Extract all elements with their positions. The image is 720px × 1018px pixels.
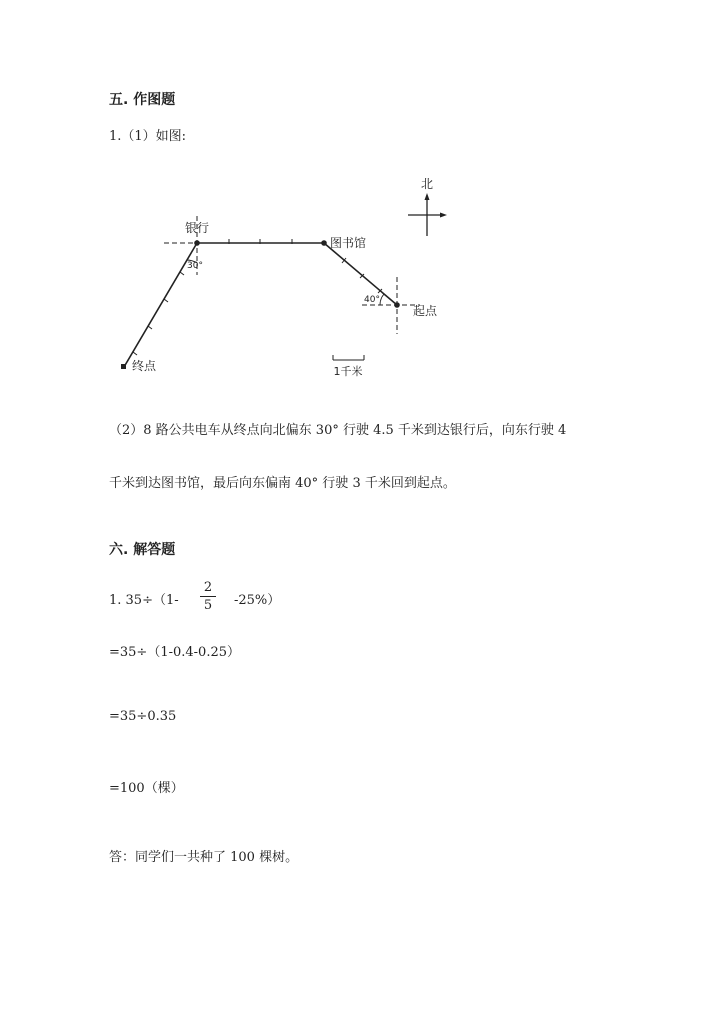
- bank-point: [194, 240, 200, 246]
- calc-line3: =35÷0.35: [109, 709, 177, 724]
- scale-label: 1千米: [333, 365, 363, 378]
- calc-line4: =100（棵）: [109, 781, 184, 796]
- end-point: [121, 364, 126, 369]
- fraction-denominator: 5: [203, 598, 213, 613]
- direction-map: [0, 0, 720, 400]
- bank-label: 银行: [185, 221, 210, 235]
- angle-start-label: 40°: [364, 295, 380, 305]
- end-label: 终点: [132, 359, 157, 373]
- question-1-label: 1.（1）如图:: [109, 129, 187, 144]
- scale-bar: [333, 355, 364, 360]
- angle-bank-label: 30°: [187, 261, 203, 271]
- answer-text: 答：同学们一共种了 100 棵树。: [109, 850, 299, 865]
- route-ticks: [133, 239, 382, 355]
- section-5-title: 五. 作图题: [109, 92, 176, 108]
- fraction-numerator: 2: [203, 580, 213, 595]
- q1-part2-line1: （2）8 路公共电车从终点向北偏东 30° 行驶 4.5 千米到达银行后，向东行驶 4: [109, 423, 567, 438]
- calc-line2: =35÷（1-0.4-0.25）: [109, 645, 241, 660]
- calc-line1-prefix: 1. 35÷（1-: [109, 593, 179, 608]
- angle-arc-start: [380, 294, 384, 305]
- fraction-two-fifths: [200, 580, 216, 613]
- library-label: 图书馆: [330, 236, 367, 250]
- compass-icon: [408, 193, 447, 236]
- start-guide-cross: [362, 277, 420, 334]
- calc-line1-suffix: -25%）: [234, 593, 281, 608]
- north-label: 北: [420, 177, 434, 191]
- q1-part2-line2: 千米到达图书馆，最后向东偏南 40° 行驶 3 千米回到起点。: [109, 476, 456, 491]
- start-point: [394, 302, 400, 308]
- start-label: 起点: [413, 304, 438, 318]
- library-point: [321, 240, 327, 246]
- section-6-title: 六. 解答题: [109, 542, 176, 558]
- route-library-to-start: [324, 243, 397, 305]
